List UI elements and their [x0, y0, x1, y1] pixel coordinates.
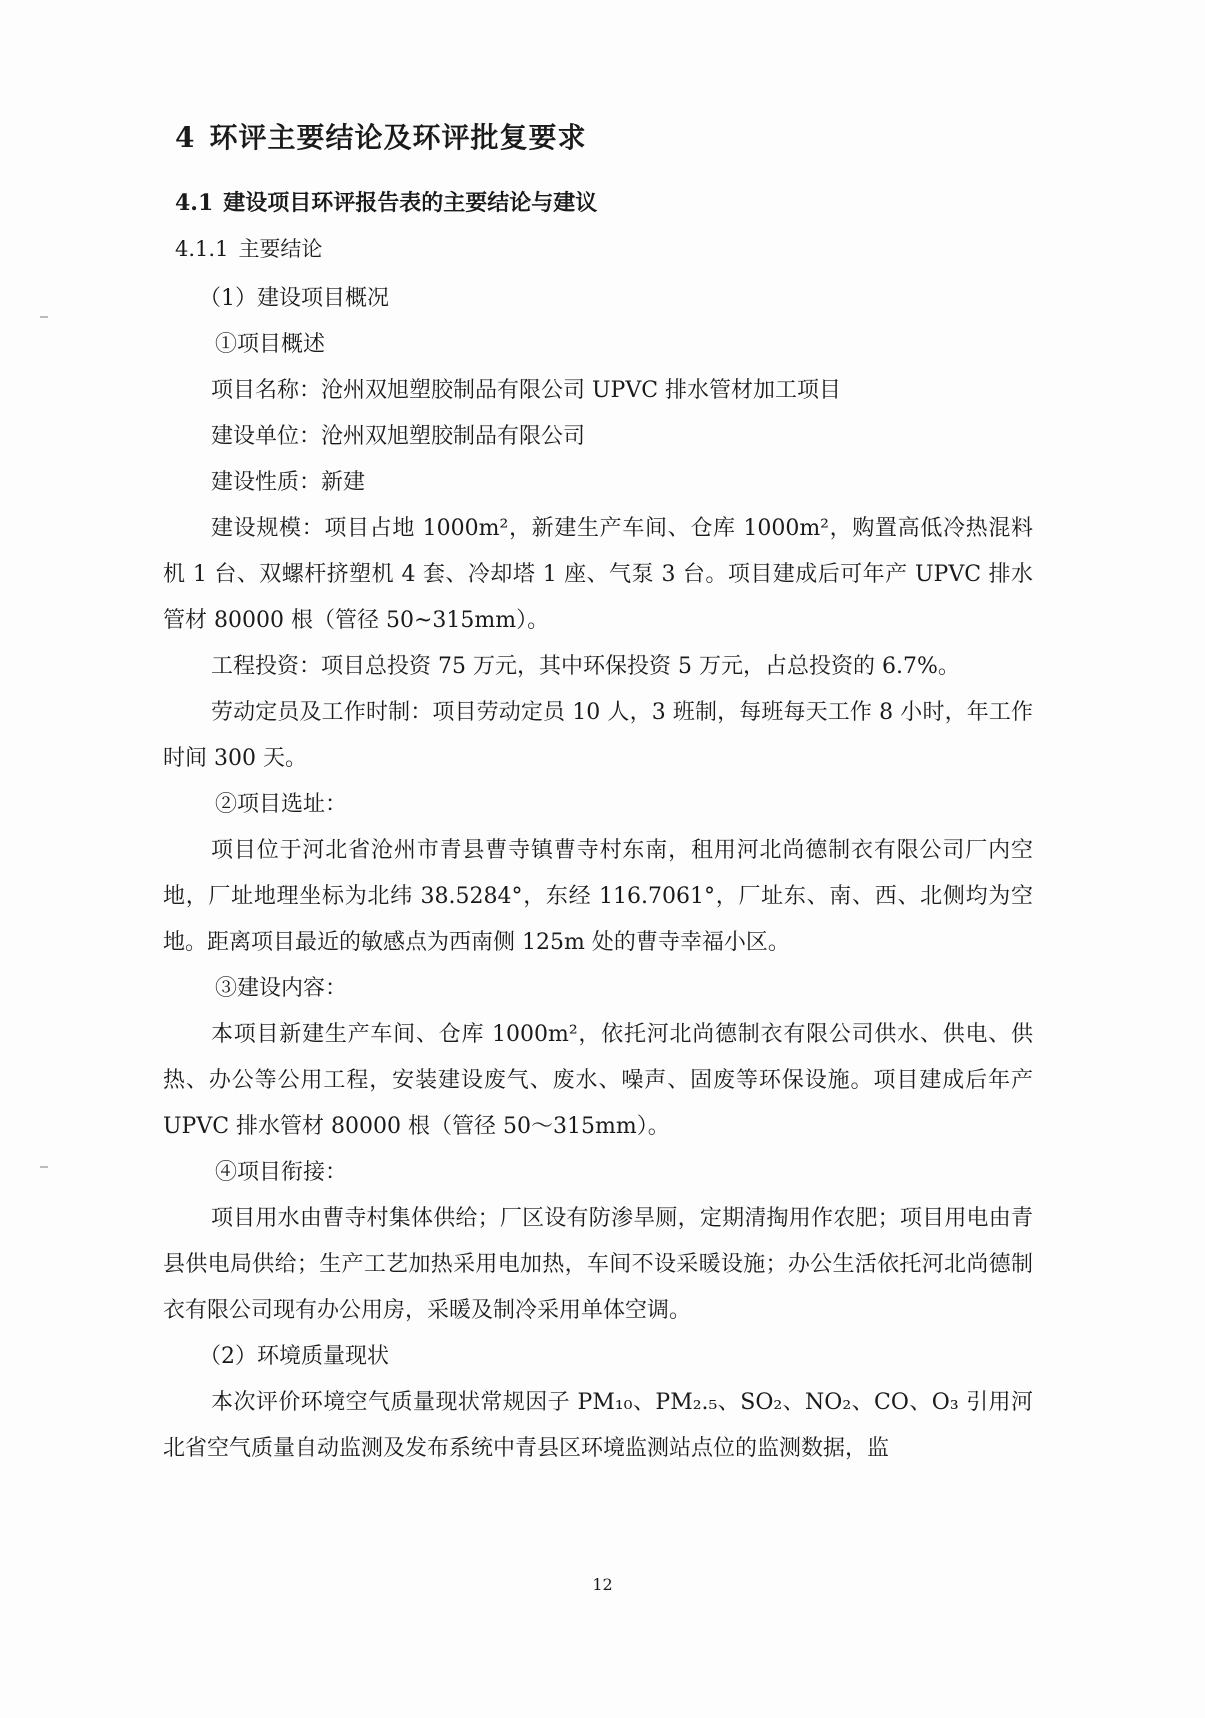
chapter-number: 4: [175, 121, 196, 154]
air-quality-paragraph: 本次评价环境空气质量现状常规因子 PM₁₀、PM₂.₅、SO₂、NO₂、CO、O₃ 引用河北省空气质量自动监测及发布系统中青县区环境监测站点位的监测数据，监: [163, 1390, 1033, 1461]
section-heading: [175, 186, 1033, 220]
page-content: [163, 118, 1033, 1472]
section-number: 4.1: [175, 190, 214, 216]
section-title: 建设项目环评报告表的主要结论与建议: [223, 190, 598, 216]
item2-title: ②项目选址：: [215, 792, 348, 817]
investment-paragraph: 工程投资：项目总投资 75 万元，其中环保投资 5 万元，占总投资的 6.7%。: [211, 654, 960, 679]
content-paragraph: 本项目新建生产车间、仓库 1000m²，依托河北尚德制衣有限公司供水、供电、供热、办公等公用工程，安装建设废气、废水、噪声、固废等环保设施。项目建成后年产 UPVC 排水管材 80000 根（管径 50～315mm）。: [163, 1022, 1033, 1139]
subsection-number: 4.1.1: [175, 237, 229, 261]
nature-paragraph: 建设性质：新建: [211, 470, 366, 495]
chapter-title: 环评主要结论及环评批复要求: [209, 121, 587, 154]
subsection-heading: [175, 232, 1033, 266]
item3-title: ③建设内容：: [215, 976, 348, 1001]
item1-title: ①项目概述: [215, 332, 326, 357]
page-number: 12: [592, 1575, 613, 1594]
chapter-heading: [175, 118, 1033, 158]
project-name-paragraph: 项目名称：沧州双旭塑胶制品有限公司 UPVC 排水管材加工项目: [211, 378, 842, 403]
item4-title: ④项目衔接：: [215, 1160, 348, 1185]
subsection-title: 主要结论: [238, 237, 323, 261]
scan-mark: [40, 1166, 48, 1168]
part2-title: （2）环境质量现状: [199, 1344, 389, 1369]
scale-paragraph: 建设规模：项目占地 1000m²，新建生产车间、仓库 1000m²，购置高低冷热混料机 1 台、双螺杆挤塑机 4 套、冷却塔 1 座、气泵 3 台。项目建成后可年产 UPVC 排水管材 80000 根（管径 50~315mm）。: [163, 516, 1033, 633]
part1-title: （1）建设项目概况: [199, 286, 389, 311]
builder-paragraph: 建设单位：沧州双旭塑胶制品有限公司: [211, 424, 586, 449]
location-paragraph: 项目位于河北省沧州市青县曹寺镇曹寺村东南，租用河北尚德制衣有限公司厂内空地，厂址地理坐标为北纬 38.5284°，东经 116.7061°，厂址东、南、西、北侧均为空地。距离项目最近的敏感点为西南侧 125m 处的曹寺幸福小区。: [163, 838, 1033, 955]
connection-paragraph: 项目用水由曹寺村集体供给；厂区设有防渗旱厕，定期清掏用作农肥；项目用电由青县供电局供给；生产工艺加热采用电加热，车间不设采暖设施；办公生活依托河北尚德制衣有限公司现有办公用房，采暖及制冷采用单体空调。: [163, 1206, 1033, 1323]
scan-mark: [40, 316, 48, 318]
labor-paragraph: 劳动定员及工作时制：项目劳动定员 10 人，3 班制，每班每天工作 8 小时，年工作时间 300 天。: [163, 700, 1033, 771]
